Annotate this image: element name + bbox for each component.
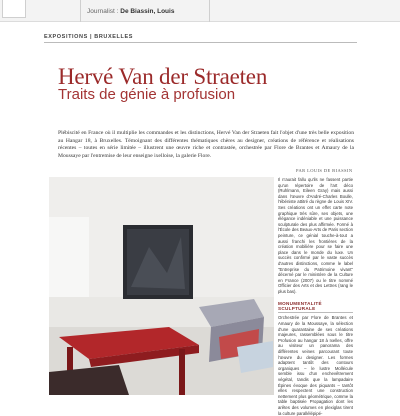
section-divider <box>44 42 357 43</box>
article-subtitle: Traits de génie à profusion <box>58 86 236 103</box>
journalist-line <box>87 8 209 16</box>
exhibition-photo-illustration <box>49 177 274 395</box>
exhibition-photo <box>49 177 274 395</box>
article-intro: Plébiscité en France où il multiplie les commandes et les distinctions, Hervé Van der Straeten fait l'objet d'une très belle exposition au Hangar 18, à Bruxelles. Témoignant des différentes thématiques chères au designer, créations de référence et réalisations récentes – toutes en série limitée – illustrent une œuvre riche et contrastée, orchestrée par Flore de Brantes et Amaury de la Moussaye par l'entremise de leur enseigne ixelloise, la galerie Flore. <box>58 130 354 159</box>
header-right <box>210 0 254 22</box>
column-heading-rule <box>278 312 353 313</box>
article-title: Hervé Van der Straeten <box>58 64 268 89</box>
column-paragraph-1: Il n'aurait fallu qu'ils ne fassent partie qu'un répertoire de l'art déco (Ruhlmann, Eileen Gray) mais aussi dans l'œuvre d'André-Charles Boulle, l'ébéniste attitré du règne de Louis XIV. Ses créations ont un effet carte note graphique très sûre, ses objets, une élégance indéniable et une puissance sculpturale des plus affirmée. Formé à l'École des Beaux-Arts de Paris section peinture, ce génial touche-à-tout a aussi franchi les frontières de la création mobilière pour se faire une place dans le monde du luxe. Un succès confirmé par le vaste succès d'autres distinctions, comme le label "Entreprise du Patrimoine vivant" décerné par le ministère de la Culture en France (2007) ou le titre nommé Officier des Arts et des Lettres (rang le plus bas). <box>278 177 353 294</box>
meta-line-top <box>87 0 209 8</box>
article-column <box>278 177 353 416</box>
journalist-label: Journalist : <box>87 8 119 15</box>
journalist-name: De Biassin, Louis <box>120 8 175 15</box>
section-tag: EXPOSITIONS | BRUXELLES <box>44 34 133 40</box>
clipping-meta <box>80 0 210 22</box>
publication-logo <box>2 0 26 18</box>
header-strip <box>0 0 400 22</box>
column-paragraph-2: Orchestrée par Flore de Brantes et Amaury de la Moussaye, la sélection d'une quarantaine de ses créations majeures, rassemblées sous le titre Profusion au hangar 18 à Ixelles, offre au visiteur un panorama des différentes veines parcourant toute l'œuvre du designer. Les formes adaptent tantôt des contours organiques – le lustre Mollécule semble issu d'un enchevêtrement végétal, tandis que la lampadaire Épines évoque des piquants – tantôt elles respectent une construction nettement plus géométrique, comme la table baptisée Propagation dont les arêtes des volumes en plexiglas tirent la culture parallélépipé- <box>278 315 353 416</box>
article-byline: PAR LOUIS DE BIASSIN <box>296 168 353 173</box>
column-heading: MONUMENTALITÉ SCULPTURALE <box>278 301 322 312</box>
